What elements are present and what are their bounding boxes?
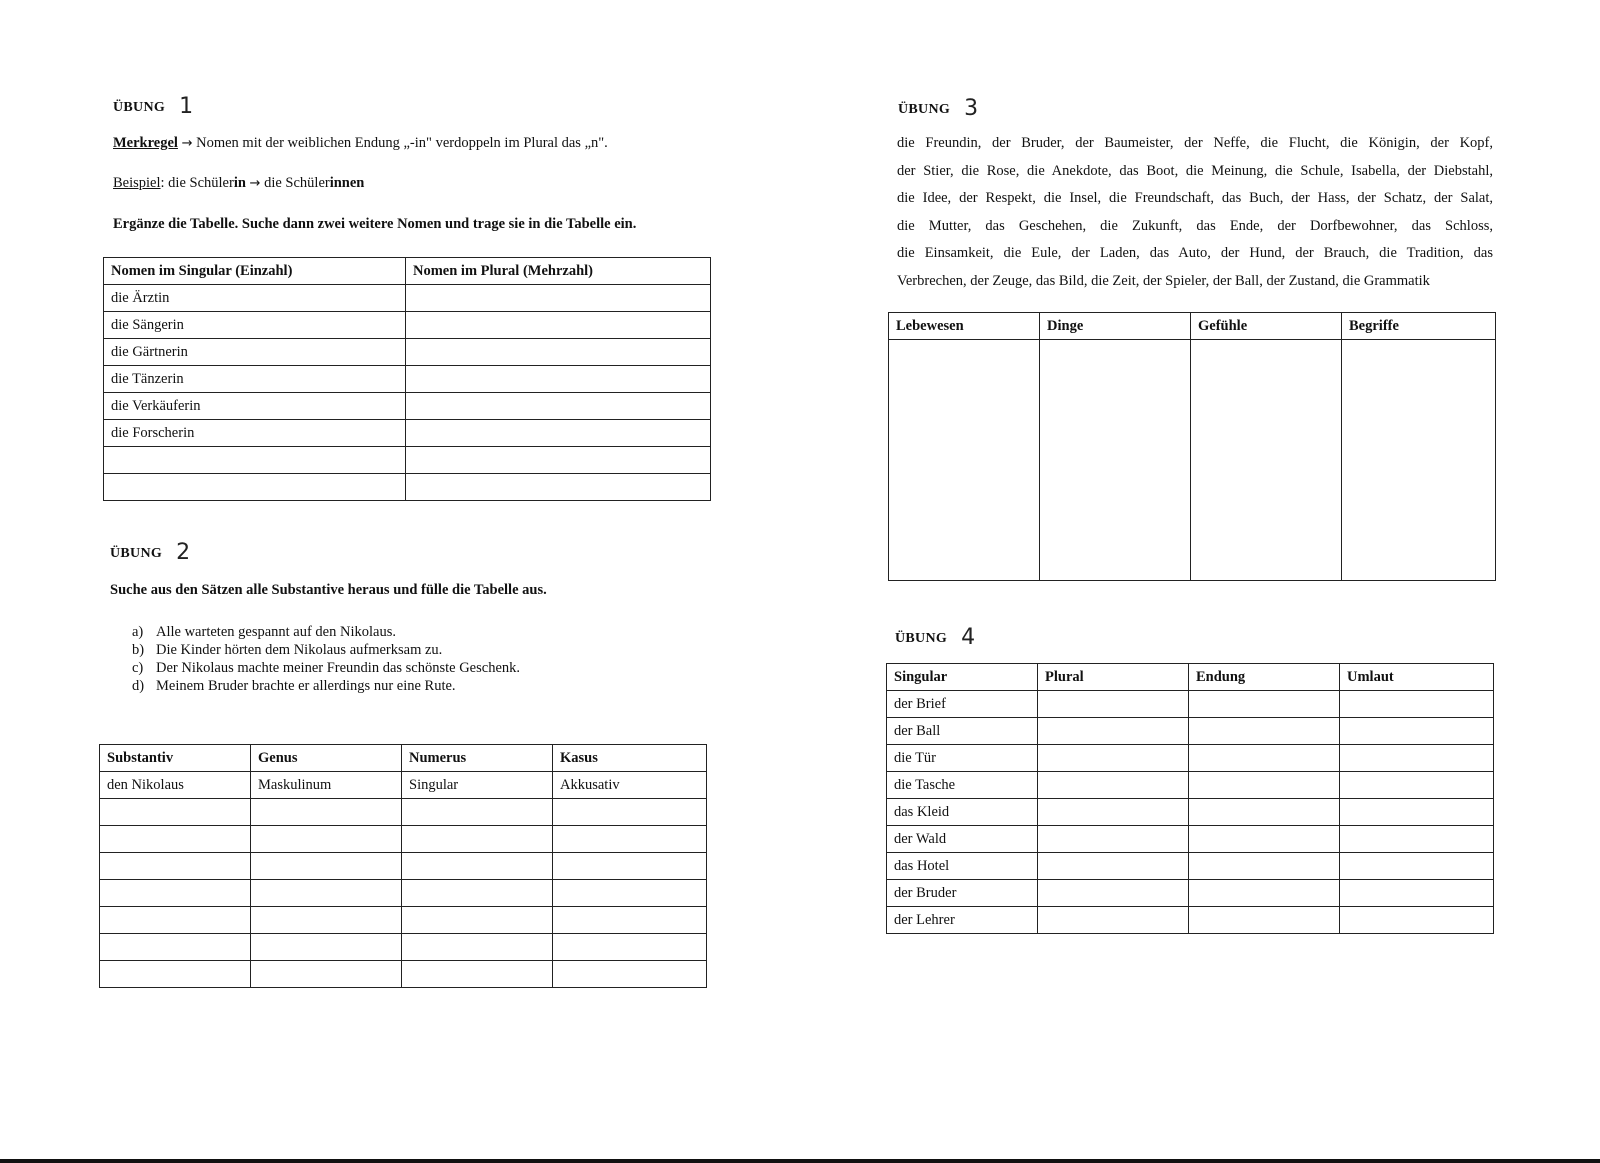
singular-cell: der Brief <box>887 691 1038 718</box>
list-marker: a) <box>132 624 144 640</box>
column-header: Singular <box>887 664 1038 691</box>
singular-cell: die Sängerin <box>104 312 406 339</box>
exercise-4-number: 4 <box>961 625 976 650</box>
answer-cell[interactable] <box>553 799 707 826</box>
table-row <box>887 772 1494 799</box>
singular-cell: die Verkäuferin <box>104 393 406 420</box>
exercise-2-instruction: Suche aus den Sätzen alle Substantive heraus und fülle die Tabelle aus. <box>110 582 547 598</box>
answer-cell[interactable] <box>1038 718 1189 745</box>
answer-cell[interactable] <box>553 961 707 988</box>
answer-cell[interactable] <box>1038 691 1189 718</box>
arrow-icon: → <box>249 176 261 191</box>
answer-cell[interactable] <box>100 826 251 853</box>
exercise-4-title: ÜBUNG <box>895 631 948 646</box>
answer-cell[interactable] <box>1189 880 1340 907</box>
exercise-4-heading <box>895 623 975 648</box>
answer-cell[interactable] <box>402 826 553 853</box>
answer-cell[interactable] <box>553 853 707 880</box>
table-row <box>887 853 1494 880</box>
answer-cell[interactable] <box>251 853 402 880</box>
answer-cell[interactable] <box>1038 772 1189 799</box>
answer-cell[interactable] <box>1038 799 1189 826</box>
singular-cell: der Bruder <box>887 880 1038 907</box>
answer-cell[interactable] <box>1038 853 1189 880</box>
table-row <box>887 691 1494 718</box>
answer-cell[interactable] <box>1340 853 1494 880</box>
answer-cell[interactable] <box>1038 907 1189 934</box>
plural-answer-cell[interactable] <box>406 285 711 312</box>
answer-cell[interactable] <box>100 907 251 934</box>
sentence-text: Alle warteten gespannt auf den Nikolaus. <box>156 624 396 640</box>
answer-cell[interactable] <box>1340 772 1494 799</box>
table-header-row <box>100 745 707 772</box>
answer-cell[interactable] <box>100 961 251 988</box>
column-header: Nomen im Singular (Einzahl) <box>104 258 406 285</box>
column-header: Numerus <box>402 745 553 772</box>
table-row <box>104 339 711 366</box>
table-row <box>100 853 707 880</box>
answer-cell[interactable] <box>1038 745 1189 772</box>
exercise-1-number: 1 <box>179 94 194 119</box>
singular-answer-cell[interactable] <box>104 447 406 474</box>
answer-cell[interactable] <box>1340 880 1494 907</box>
list-marker: c) <box>132 660 144 676</box>
exercise-2-number: 2 <box>176 540 191 565</box>
rule-label: Merkregel <box>113 135 178 151</box>
exercise-3-table <box>888 312 1496 581</box>
column-header: Begriffe <box>1342 313 1496 340</box>
list-marker: d) <box>132 678 145 694</box>
answer-cell[interactable] <box>1189 772 1340 799</box>
table-row <box>100 799 707 826</box>
table-row <box>100 772 707 799</box>
exercise-2-title: ÜBUNG <box>110 546 163 561</box>
word-list-line: die Freundin, der Bruder, der Baumeister, der Neffe, die Flucht, die Königin, der Kopf, <box>897 135 1493 151</box>
answer-cell[interactable] <box>251 907 402 934</box>
example-singular: : die Schüler <box>160 175 234 191</box>
word-list <box>897 130 1493 295</box>
table-row <box>100 826 707 853</box>
answer-cell[interactable] <box>100 934 251 961</box>
table-row <box>104 393 711 420</box>
answer-cell[interactable] <box>1040 340 1191 581</box>
exercise-3-title: ÜBUNG <box>898 102 951 117</box>
sentence-text: Die Kinder hörten dem Nikolaus aufmerksam zu. <box>156 642 443 658</box>
answer-cell[interactable] <box>1191 340 1342 581</box>
scan-bottom-edge <box>0 1159 1600 1163</box>
list-item <box>132 677 520 695</box>
answer-cell[interactable] <box>402 799 553 826</box>
plural-answer-cell[interactable] <box>406 339 711 366</box>
answer-cell[interactable] <box>1342 340 1496 581</box>
answer-cell[interactable] <box>100 880 251 907</box>
answer-cell[interactable] <box>402 907 553 934</box>
answer-cell[interactable] <box>1189 745 1340 772</box>
answer-cell[interactable] <box>1340 907 1494 934</box>
singular-cell: die Tänzerin <box>104 366 406 393</box>
sentence-text: Meinem Bruder brachte er allerdings nur eine Rute. <box>156 678 456 694</box>
answer-cell[interactable] <box>1189 799 1340 826</box>
exercise-1-table <box>103 257 711 501</box>
answer-cell[interactable] <box>1189 853 1340 880</box>
singular-cell: das Hotel <box>887 853 1038 880</box>
exercise-2-heading <box>110 538 190 563</box>
word-list-line: die Einsamkeit, die Eule, der Laden, das Auto, der Hund, der Brauch, die Tradition, das <box>897 245 1493 261</box>
singular-cell: die Ärztin <box>104 285 406 312</box>
answer-cell[interactable] <box>553 934 707 961</box>
plural-answer-cell[interactable] <box>406 474 711 501</box>
sentence-list <box>132 623 520 695</box>
table-row <box>104 447 711 474</box>
word-list-line: der Stier, die Rose, die Anekdote, das Boot, die Meinung, die Schule, Isabella, der Diebstahl, <box>897 162 1493 179</box>
example-line <box>113 175 364 192</box>
list-marker: b) <box>132 642 145 658</box>
table-row <box>887 799 1494 826</box>
example-cell: Singular <box>402 772 553 799</box>
column-header: Substantiv <box>100 745 251 772</box>
table-row <box>887 826 1494 853</box>
plural-answer-cell[interactable] <box>406 393 711 420</box>
exercise-3-heading <box>898 94 978 119</box>
plural-answer-cell[interactable] <box>406 447 711 474</box>
table-row <box>100 961 707 988</box>
exercise-1-heading <box>113 92 193 117</box>
answer-cell[interactable] <box>251 826 402 853</box>
exercise-4-table <box>886 663 1494 934</box>
plural-answer-cell[interactable] <box>406 420 711 447</box>
answer-cell[interactable] <box>402 853 553 880</box>
table-row <box>887 718 1494 745</box>
answer-cell[interactable] <box>1189 691 1340 718</box>
example-singular-ending: in <box>233 175 246 191</box>
word-list-line: die Idee, der Respekt, die Insel, die Freundschaft, das Buch, der Hass, der Schatz, der Salat, <box>897 190 1493 206</box>
example-cell: Akkusativ <box>553 772 707 799</box>
table-row <box>100 880 707 907</box>
answer-cell[interactable] <box>553 907 707 934</box>
column-header: Plural <box>1038 664 1189 691</box>
column-header: Umlaut <box>1340 664 1494 691</box>
sentence-text: Der Nikolaus machte meiner Freundin das schönste Geschenk. <box>156 660 521 676</box>
exercise-1-title: ÜBUNG <box>113 100 166 115</box>
rule-text: Nomen mit der weiblichen Endung „-in" verdoppeln im Plural das „n". <box>196 135 608 151</box>
list-item <box>132 623 520 641</box>
column-header: Lebewesen <box>889 313 1040 340</box>
answer-cell[interactable] <box>251 880 402 907</box>
answer-cell[interactable] <box>1340 826 1494 853</box>
list-item <box>132 641 520 659</box>
answer-cell[interactable] <box>1340 691 1494 718</box>
answer-cell[interactable] <box>1189 907 1340 934</box>
answer-cell[interactable] <box>553 880 707 907</box>
table-row <box>889 340 1496 581</box>
answer-cell[interactable] <box>553 826 707 853</box>
table-row <box>104 312 711 339</box>
singular-cell: der Ball <box>887 718 1038 745</box>
example-cell: Maskulinum <box>251 772 402 799</box>
table-row <box>104 285 711 312</box>
answer-cell[interactable] <box>251 961 402 988</box>
table-row <box>100 934 707 961</box>
table-row <box>887 880 1494 907</box>
answer-cell[interactable] <box>402 934 553 961</box>
singular-cell: der Wald <box>887 826 1038 853</box>
list-item <box>132 659 520 677</box>
plural-answer-cell[interactable] <box>406 366 711 393</box>
answer-cell[interactable] <box>1189 718 1340 745</box>
singular-cell: das Kleid <box>887 799 1038 826</box>
answer-cell[interactable] <box>251 934 402 961</box>
table-header-row <box>889 313 1496 340</box>
table-row <box>104 420 711 447</box>
column-header: Kasus <box>553 745 707 772</box>
answer-cell[interactable] <box>1189 826 1340 853</box>
rule-line <box>113 135 608 152</box>
answer-cell[interactable] <box>1340 718 1494 745</box>
example-cell: den Nikolaus <box>100 772 251 799</box>
answer-cell[interactable] <box>889 340 1040 581</box>
exercise-2-table <box>99 744 707 988</box>
table-row <box>887 907 1494 934</box>
word-list-line: die Mutter, das Geschehen, die Zukunft, das Ende, der Dorfbewohner, das Schloss, <box>897 217 1493 234</box>
table-row <box>104 366 711 393</box>
exercise-1-instruction: Ergänze die Tabelle. Suche dann zwei weitere Nomen und trage sie in die Tabelle ein. <box>113 216 637 232</box>
example-plural-ending: innen <box>329 175 365 191</box>
column-header: Endung <box>1189 664 1340 691</box>
answer-cell[interactable] <box>251 799 402 826</box>
table-header-row <box>104 258 711 285</box>
table-header-row <box>887 664 1494 691</box>
column-header: Nomen im Plural (Mehrzahl) <box>406 258 711 285</box>
exercise-3-number: 3 <box>964 96 979 121</box>
column-header: Gefühle <box>1191 313 1342 340</box>
answer-cell[interactable] <box>1340 745 1494 772</box>
example-label: Beispiel <box>113 175 161 191</box>
arrow-icon: → <box>181 136 193 151</box>
answer-cell[interactable] <box>100 853 251 880</box>
answer-cell[interactable] <box>1340 799 1494 826</box>
column-header: Genus <box>251 745 402 772</box>
answer-cell[interactable] <box>1038 826 1189 853</box>
singular-cell: die Tasche <box>887 772 1038 799</box>
table-row <box>887 745 1494 772</box>
table-row <box>100 907 707 934</box>
answer-cell[interactable] <box>100 799 251 826</box>
singular-cell: die Forscherin <box>104 420 406 447</box>
column-header: Dinge <box>1040 313 1191 340</box>
singular-cell: die Tür <box>887 745 1038 772</box>
answer-cell[interactable] <box>402 880 553 907</box>
answer-cell[interactable] <box>1038 880 1189 907</box>
singular-cell: die Gärtnerin <box>104 339 406 366</box>
singular-answer-cell[interactable] <box>104 474 406 501</box>
singular-cell: der Lehrer <box>887 907 1038 934</box>
table-row <box>104 474 711 501</box>
plural-answer-cell[interactable] <box>406 312 711 339</box>
example-plural: die Schüler <box>264 175 330 191</box>
answer-cell[interactable] <box>402 961 553 988</box>
word-list-line: Verbrechen, der Zeuge, das Bild, die Zeit, der Spieler, der Ball, der Zustand, die Grammatik <box>897 272 1430 289</box>
